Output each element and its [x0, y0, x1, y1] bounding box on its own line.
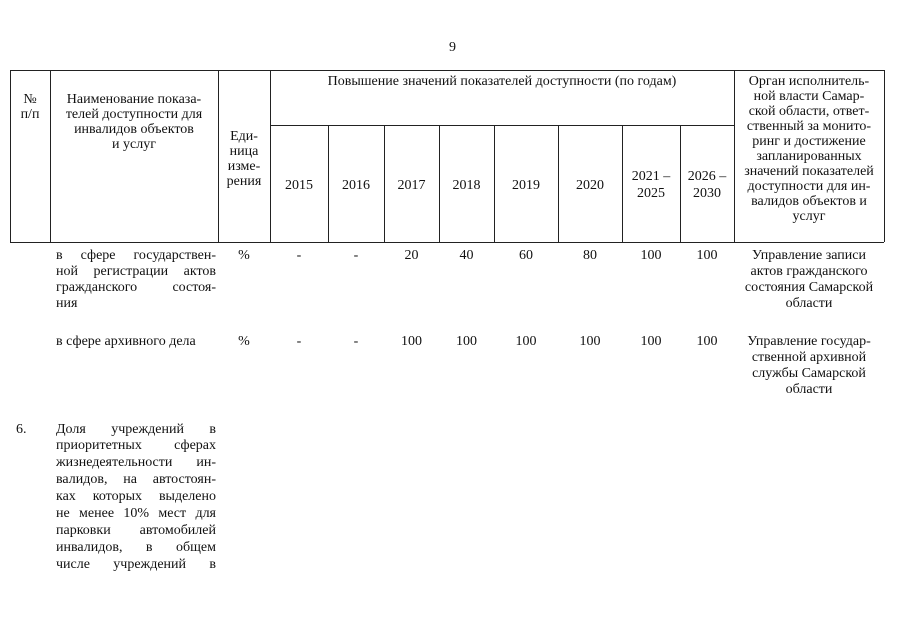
header-no: № п/п: [20, 92, 40, 122]
row-value-2018: 100: [456, 334, 477, 349]
row-value-2019: 60: [519, 248, 533, 263]
row-value-2018: 40: [459, 248, 474, 263]
row-indicator-line: не менее 10% мест для: [56, 506, 216, 521]
row-indicator-line: жизнедеятельности ин-: [56, 455, 216, 470]
header-unit: Еди- ница изме- рения: [226, 129, 262, 189]
row-value-2017: 20: [404, 248, 419, 263]
col-rule-right: [884, 70, 885, 242]
row-value-2015: -: [296, 248, 302, 263]
row-indicator-line: числе учреждений в: [56, 557, 216, 572]
row-value-2016: -: [353, 248, 359, 263]
years-header-rule: [270, 125, 734, 126]
row-indicator-line: Доля учреждений в: [56, 422, 216, 437]
row-number: 6.: [16, 422, 27, 437]
table-header-bottom-rule: [10, 242, 884, 243]
row-value-2021-2025: 100: [640, 334, 662, 349]
row-indicator-line: гражданского состоя-: [56, 280, 216, 295]
row-value-2015: -: [296, 334, 302, 349]
row-value-2020: 80: [583, 248, 597, 263]
header-year-2017: 2017: [397, 178, 426, 193]
row-indicator-line: ной регистрации актов: [56, 264, 216, 279]
header-indicator-name: Наименование показа- телей доступности для инвалидов объектов и услуг: [65, 92, 203, 152]
row-indicator-line: ках которых выделено: [56, 489, 216, 504]
row-indicator-line: в сфере архивного дела: [56, 334, 196, 349]
row-indicator-line: в сфере государствен-: [56, 248, 216, 263]
row-indicator-line: приоритетных сферах: [56, 438, 216, 453]
header-year-2026-2030: 2026 – 2030: [687, 169, 727, 201]
row-indicator-line: инвалидов, в общем: [56, 540, 216, 555]
header-year-2021-2025: 2021 – 2025: [631, 169, 671, 201]
header-year-2019: 2019: [512, 178, 540, 193]
page-number: 9: [449, 40, 456, 55]
table-top-rule: [10, 70, 884, 71]
row-value-2026-2030: 100: [696, 334, 718, 349]
row-unit: %: [238, 334, 250, 349]
header-year-2016: 2016: [342, 178, 370, 193]
row-value-2017: 100: [401, 334, 422, 349]
col-rule-unit: [270, 70, 271, 242]
row-value-2016: -: [353, 334, 359, 349]
header-org: Орган исполнитель- ной власти Самар- ской области, ответ- ственный за монито- ринг и достижение запланированных значений показателей доступности для ин- валидов объектов и услуг: [744, 74, 874, 224]
header-increase: Повышение значений показателей доступности (по годам): [327, 74, 677, 89]
row-value-2026-2030: 100: [696, 248, 718, 263]
row-unit: %: [238, 248, 250, 263]
row-value-2019: 100: [515, 334, 537, 349]
header-year-2015: 2015: [285, 178, 313, 193]
row-value-2021-2025: 100: [640, 248, 662, 263]
header-year-2020: 2020: [576, 178, 604, 193]
row-indicator-line: валидов, на автостоян-: [56, 472, 216, 487]
header-year-2018: 2018: [452, 178, 481, 193]
row-value-2020: 100: [579, 334, 601, 349]
row-organization: Управление государ- ственной архивной службы Самарской области: [747, 334, 871, 397]
row-organization: Управление записи актов гражданского состояния Самарской области: [744, 248, 874, 311]
row-indicator-line: парковки автомобилей: [56, 523, 216, 538]
row-indicator-line: ния: [56, 296, 78, 311]
